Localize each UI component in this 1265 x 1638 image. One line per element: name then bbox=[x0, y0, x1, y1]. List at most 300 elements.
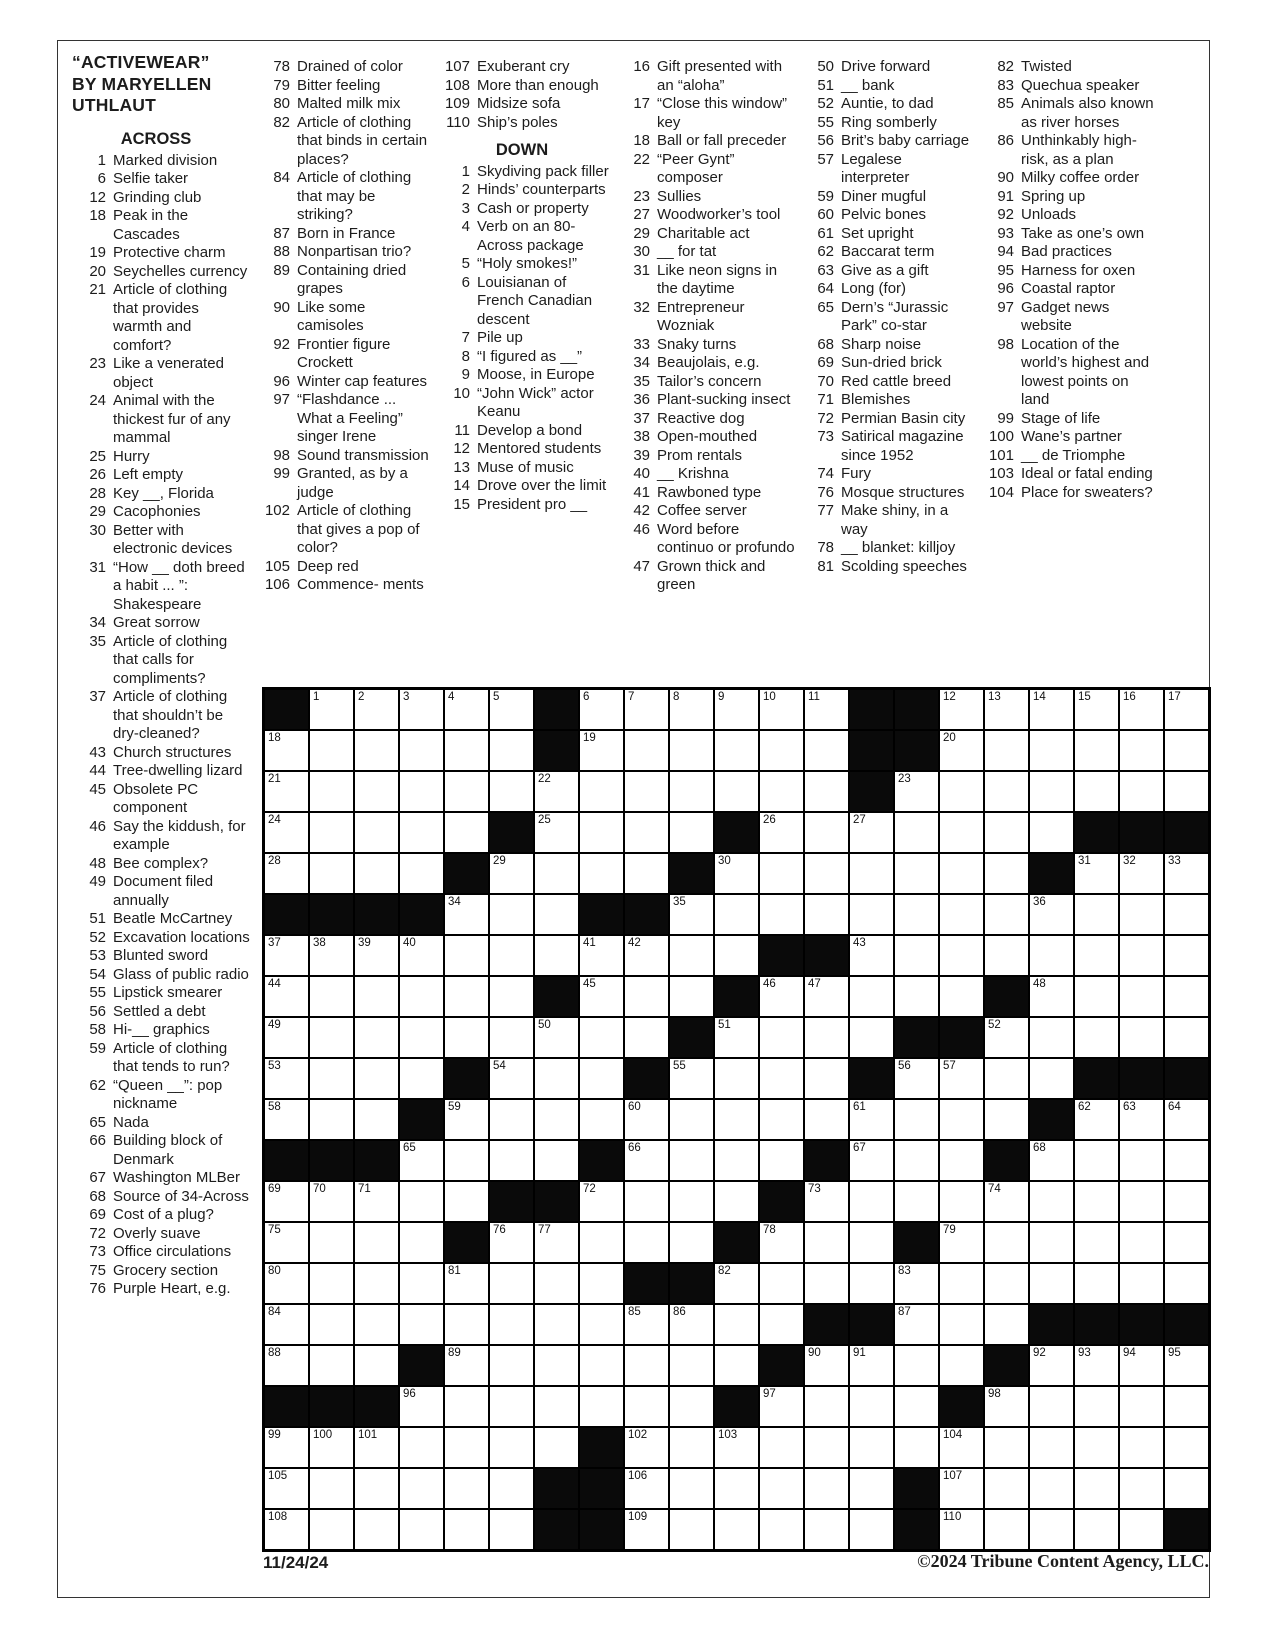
grid-cell[interactable] bbox=[309, 689, 354, 730]
grid-cell[interactable] bbox=[534, 1345, 579, 1386]
grid-cell[interactable] bbox=[1029, 1140, 1074, 1181]
grid-cell[interactable] bbox=[1119, 1017, 1164, 1058]
grid-cell[interactable] bbox=[489, 976, 534, 1017]
grid-cell[interactable] bbox=[264, 812, 309, 853]
grid-cell[interactable] bbox=[1029, 1058, 1074, 1099]
grid-cell[interactable] bbox=[264, 1345, 309, 1386]
grid-cell[interactable] bbox=[399, 689, 444, 730]
grid-cell[interactable] bbox=[579, 1345, 624, 1386]
grid-cell[interactable] bbox=[984, 1181, 1029, 1222]
grid-cell[interactable] bbox=[354, 1427, 399, 1468]
grid-cell[interactable] bbox=[1074, 1222, 1119, 1263]
grid-cell[interactable] bbox=[894, 853, 939, 894]
grid-cell[interactable] bbox=[1029, 730, 1074, 771]
grid-cell[interactable] bbox=[1074, 1140, 1119, 1181]
grid-cell[interactable] bbox=[534, 1140, 579, 1181]
grid-cell[interactable] bbox=[624, 1099, 669, 1140]
grid-cell[interactable] bbox=[1119, 1509, 1164, 1550]
grid-cell[interactable] bbox=[1074, 1468, 1119, 1509]
grid-cell[interactable] bbox=[804, 976, 849, 1017]
grid-cell[interactable] bbox=[939, 894, 984, 935]
grid-cell[interactable] bbox=[354, 935, 399, 976]
grid-cell[interactable] bbox=[759, 1509, 804, 1550]
grid-cell[interactable] bbox=[399, 853, 444, 894]
grid-cell[interactable] bbox=[444, 1304, 489, 1345]
grid-cell[interactable] bbox=[489, 1140, 534, 1181]
grid-cell[interactable] bbox=[309, 771, 354, 812]
grid-cell[interactable] bbox=[399, 1427, 444, 1468]
grid-cell[interactable] bbox=[579, 1263, 624, 1304]
grid-cell[interactable] bbox=[804, 1058, 849, 1099]
grid-cell[interactable] bbox=[264, 1263, 309, 1304]
grid-cell[interactable] bbox=[984, 894, 1029, 935]
grid-cell[interactable] bbox=[939, 1222, 984, 1263]
grid-cell[interactable] bbox=[354, 812, 399, 853]
grid-cell[interactable] bbox=[759, 812, 804, 853]
grid-cell[interactable] bbox=[489, 1304, 534, 1345]
grid-cell[interactable] bbox=[534, 1058, 579, 1099]
grid-cell[interactable] bbox=[1164, 1263, 1209, 1304]
grid-cell[interactable] bbox=[444, 1509, 489, 1550]
grid-cell[interactable] bbox=[894, 1386, 939, 1427]
grid-cell[interactable] bbox=[849, 853, 894, 894]
grid-cell[interactable] bbox=[309, 1222, 354, 1263]
grid-cell[interactable] bbox=[489, 853, 534, 894]
grid-cell[interactable] bbox=[399, 1017, 444, 1058]
grid-cell[interactable] bbox=[669, 1427, 714, 1468]
grid-cell[interactable] bbox=[309, 935, 354, 976]
grid-cell[interactable] bbox=[939, 1468, 984, 1509]
grid-cell[interactable] bbox=[1029, 1427, 1074, 1468]
grid-cell[interactable] bbox=[939, 1058, 984, 1099]
grid-cell[interactable] bbox=[1074, 1386, 1119, 1427]
grid-cell[interactable] bbox=[984, 1509, 1029, 1550]
grid-cell[interactable] bbox=[534, 935, 579, 976]
grid-cell[interactable] bbox=[984, 1017, 1029, 1058]
grid-cell[interactable] bbox=[1074, 976, 1119, 1017]
grid-cell[interactable] bbox=[714, 1017, 759, 1058]
grid-cell[interactable] bbox=[759, 730, 804, 771]
grid-cell[interactable] bbox=[849, 1181, 894, 1222]
grid-cell[interactable] bbox=[939, 1509, 984, 1550]
grid-cell[interactable] bbox=[489, 1427, 534, 1468]
grid-cell[interactable] bbox=[1164, 1140, 1209, 1181]
grid-cell[interactable] bbox=[534, 1427, 579, 1468]
grid-cell[interactable] bbox=[264, 1509, 309, 1550]
grid-cell[interactable] bbox=[939, 1140, 984, 1181]
grid-cell[interactable] bbox=[489, 689, 534, 730]
grid-cell[interactable] bbox=[894, 1181, 939, 1222]
grid-cell[interactable] bbox=[309, 853, 354, 894]
grid-cell[interactable] bbox=[579, 1304, 624, 1345]
grid-cell[interactable] bbox=[309, 1345, 354, 1386]
grid-cell[interactable] bbox=[1074, 1181, 1119, 1222]
grid-cell[interactable] bbox=[714, 1427, 759, 1468]
grid-cell[interactable] bbox=[939, 1427, 984, 1468]
grid-cell[interactable] bbox=[624, 1140, 669, 1181]
grid-cell[interactable] bbox=[669, 812, 714, 853]
grid-cell[interactable] bbox=[714, 1304, 759, 1345]
grid-cell[interactable] bbox=[1029, 812, 1074, 853]
grid-cell[interactable] bbox=[579, 853, 624, 894]
grid-cell[interactable] bbox=[1029, 1263, 1074, 1304]
grid-cell[interactable] bbox=[309, 812, 354, 853]
grid-cell[interactable] bbox=[444, 976, 489, 1017]
grid-cell[interactable] bbox=[579, 1222, 624, 1263]
grid-cell[interactable] bbox=[759, 1017, 804, 1058]
grid-cell[interactable] bbox=[1029, 1017, 1074, 1058]
grid-cell[interactable] bbox=[804, 1509, 849, 1550]
grid-cell[interactable] bbox=[1164, 1386, 1209, 1427]
grid-cell[interactable] bbox=[579, 771, 624, 812]
grid-cell[interactable] bbox=[1029, 1509, 1074, 1550]
grid-cell[interactable] bbox=[264, 1181, 309, 1222]
grid-cell[interactable] bbox=[984, 1058, 1029, 1099]
grid-cell[interactable] bbox=[894, 1427, 939, 1468]
grid-cell[interactable] bbox=[624, 689, 669, 730]
grid-cell[interactable] bbox=[804, 730, 849, 771]
grid-cell[interactable] bbox=[1029, 1345, 1074, 1386]
grid-cell[interactable] bbox=[669, 1345, 714, 1386]
grid-cell[interactable] bbox=[804, 1263, 849, 1304]
grid-cell[interactable] bbox=[309, 1304, 354, 1345]
grid-cell[interactable] bbox=[714, 689, 759, 730]
grid-cell[interactable] bbox=[894, 1058, 939, 1099]
grid-cell[interactable] bbox=[399, 730, 444, 771]
grid-cell[interactable] bbox=[579, 812, 624, 853]
grid-cell[interactable] bbox=[894, 1263, 939, 1304]
grid-cell[interactable] bbox=[624, 1017, 669, 1058]
grid-cell[interactable] bbox=[849, 894, 894, 935]
grid-cell[interactable] bbox=[894, 976, 939, 1017]
grid-cell[interactable] bbox=[489, 1058, 534, 1099]
grid-cell[interactable] bbox=[984, 771, 1029, 812]
grid-cell[interactable] bbox=[759, 1304, 804, 1345]
grid-cell[interactable] bbox=[264, 853, 309, 894]
grid-cell[interactable] bbox=[399, 1058, 444, 1099]
grid-cell[interactable] bbox=[759, 771, 804, 812]
grid-cell[interactable] bbox=[849, 1468, 894, 1509]
grid-cell[interactable] bbox=[1119, 1345, 1164, 1386]
grid-cell[interactable] bbox=[894, 1345, 939, 1386]
grid-cell[interactable] bbox=[1119, 1222, 1164, 1263]
grid-cell[interactable] bbox=[984, 730, 1029, 771]
grid-cell[interactable] bbox=[444, 1427, 489, 1468]
grid-cell[interactable] bbox=[669, 689, 714, 730]
grid-cell[interactable] bbox=[759, 1099, 804, 1140]
grid-cell[interactable] bbox=[1029, 894, 1074, 935]
grid-cell[interactable] bbox=[939, 935, 984, 976]
grid-cell[interactable] bbox=[624, 1304, 669, 1345]
grid-cell[interactable] bbox=[354, 1263, 399, 1304]
grid-cell[interactable] bbox=[624, 935, 669, 976]
grid-cell[interactable] bbox=[1029, 1181, 1074, 1222]
grid-cell[interactable] bbox=[444, 1263, 489, 1304]
grid-cell[interactable] bbox=[624, 976, 669, 1017]
grid-cell[interactable] bbox=[579, 1386, 624, 1427]
grid-cell[interactable] bbox=[444, 1140, 489, 1181]
grid-cell[interactable] bbox=[489, 1099, 534, 1140]
grid-cell[interactable] bbox=[264, 976, 309, 1017]
grid-cell[interactable] bbox=[534, 1099, 579, 1140]
grid-cell[interactable] bbox=[534, 1304, 579, 1345]
grid-cell[interactable] bbox=[1119, 1099, 1164, 1140]
grid-cell[interactable] bbox=[624, 853, 669, 894]
grid-cell[interactable] bbox=[984, 1222, 1029, 1263]
grid-cell[interactable] bbox=[264, 935, 309, 976]
grid-cell[interactable] bbox=[669, 894, 714, 935]
grid-cell[interactable] bbox=[714, 1509, 759, 1550]
grid-cell[interactable] bbox=[399, 1468, 444, 1509]
grid-cell[interactable] bbox=[1074, 853, 1119, 894]
grid-cell[interactable] bbox=[264, 1222, 309, 1263]
grid-cell[interactable] bbox=[489, 1222, 534, 1263]
grid-cell[interactable] bbox=[444, 1181, 489, 1222]
grid-cell[interactable] bbox=[489, 935, 534, 976]
grid-cell[interactable] bbox=[444, 1345, 489, 1386]
grid-cell[interactable] bbox=[804, 894, 849, 935]
grid-cell[interactable] bbox=[714, 1345, 759, 1386]
grid-cell[interactable] bbox=[1164, 1099, 1209, 1140]
grid-cell[interactable] bbox=[804, 812, 849, 853]
grid-cell[interactable] bbox=[399, 1386, 444, 1427]
grid-cell[interactable] bbox=[759, 853, 804, 894]
grid-cell[interactable] bbox=[444, 1386, 489, 1427]
grid-cell[interactable] bbox=[489, 1509, 534, 1550]
grid-cell[interactable] bbox=[399, 976, 444, 1017]
grid-cell[interactable] bbox=[534, 853, 579, 894]
grid-cell[interactable] bbox=[309, 1058, 354, 1099]
grid-cell[interactable] bbox=[624, 1181, 669, 1222]
grid-cell[interactable] bbox=[939, 1181, 984, 1222]
grid-cell[interactable] bbox=[759, 1263, 804, 1304]
grid-cell[interactable] bbox=[579, 1181, 624, 1222]
grid-cell[interactable] bbox=[534, 1263, 579, 1304]
grid-cell[interactable] bbox=[354, 1058, 399, 1099]
grid-cell[interactable] bbox=[669, 1181, 714, 1222]
grid-cell[interactable] bbox=[1119, 1468, 1164, 1509]
grid-cell[interactable] bbox=[264, 730, 309, 771]
grid-cell[interactable] bbox=[1029, 689, 1074, 730]
grid-cell[interactable] bbox=[1119, 894, 1164, 935]
grid-cell[interactable] bbox=[264, 1017, 309, 1058]
grid-cell[interactable] bbox=[354, 1509, 399, 1550]
grid-cell[interactable] bbox=[444, 894, 489, 935]
grid-cell[interactable] bbox=[354, 976, 399, 1017]
grid-cell[interactable] bbox=[804, 771, 849, 812]
grid-cell[interactable] bbox=[1164, 1345, 1209, 1386]
grid-cell[interactable] bbox=[354, 730, 399, 771]
grid-cell[interactable] bbox=[354, 1181, 399, 1222]
grid-cell[interactable] bbox=[669, 1099, 714, 1140]
grid-cell[interactable] bbox=[264, 1099, 309, 1140]
grid-cell[interactable] bbox=[669, 1468, 714, 1509]
grid-cell[interactable] bbox=[669, 1058, 714, 1099]
grid-cell[interactable] bbox=[399, 1263, 444, 1304]
grid-cell[interactable] bbox=[894, 1099, 939, 1140]
grid-cell[interactable] bbox=[984, 1304, 1029, 1345]
grid-cell[interactable] bbox=[489, 1345, 534, 1386]
grid-cell[interactable] bbox=[1119, 976, 1164, 1017]
grid-cell[interactable] bbox=[399, 1222, 444, 1263]
grid-cell[interactable] bbox=[309, 1017, 354, 1058]
grid-cell[interactable] bbox=[669, 1140, 714, 1181]
grid-cell[interactable] bbox=[984, 1427, 1029, 1468]
grid-cell[interactable] bbox=[534, 771, 579, 812]
grid-cell[interactable] bbox=[1119, 730, 1164, 771]
grid-cell[interactable] bbox=[489, 1017, 534, 1058]
grid-cell[interactable] bbox=[1029, 976, 1074, 1017]
grid-cell[interactable] bbox=[1029, 1386, 1074, 1427]
grid-cell[interactable] bbox=[669, 1304, 714, 1345]
grid-cell[interactable] bbox=[804, 853, 849, 894]
grid-cell[interactable] bbox=[309, 1468, 354, 1509]
grid-cell[interactable] bbox=[984, 812, 1029, 853]
grid-cell[interactable] bbox=[1074, 1345, 1119, 1386]
grid-cell[interactable] bbox=[399, 1181, 444, 1222]
grid-cell[interactable] bbox=[939, 771, 984, 812]
grid-cell[interactable] bbox=[714, 1181, 759, 1222]
grid-cell[interactable] bbox=[1164, 730, 1209, 771]
grid-cell[interactable] bbox=[984, 1263, 1029, 1304]
grid-cell[interactable] bbox=[444, 689, 489, 730]
grid-cell[interactable] bbox=[534, 894, 579, 935]
grid-cell[interactable] bbox=[1164, 894, 1209, 935]
grid-cell[interactable] bbox=[849, 935, 894, 976]
grid-cell[interactable] bbox=[759, 1386, 804, 1427]
grid-cell[interactable] bbox=[714, 730, 759, 771]
grid-cell[interactable] bbox=[714, 1058, 759, 1099]
grid-cell[interactable] bbox=[984, 935, 1029, 976]
grid-cell[interactable] bbox=[939, 689, 984, 730]
grid-cell[interactable] bbox=[399, 1509, 444, 1550]
grid-cell[interactable] bbox=[1164, 1017, 1209, 1058]
grid-cell[interactable] bbox=[1119, 1140, 1164, 1181]
grid-cell[interactable] bbox=[894, 1304, 939, 1345]
grid-cell[interactable] bbox=[264, 1058, 309, 1099]
grid-cell[interactable] bbox=[714, 771, 759, 812]
grid-cell[interactable] bbox=[264, 771, 309, 812]
grid-cell[interactable] bbox=[1074, 1263, 1119, 1304]
grid-cell[interactable] bbox=[1119, 1386, 1164, 1427]
grid-cell[interactable] bbox=[1074, 894, 1119, 935]
grid-cell[interactable] bbox=[759, 1140, 804, 1181]
grid-cell[interactable] bbox=[624, 1222, 669, 1263]
grid-cell[interactable] bbox=[759, 894, 804, 935]
grid-cell[interactable] bbox=[489, 1386, 534, 1427]
grid-cell[interactable] bbox=[444, 1017, 489, 1058]
grid-cell[interactable] bbox=[939, 853, 984, 894]
grid-cell[interactable] bbox=[669, 935, 714, 976]
grid-cell[interactable] bbox=[759, 1222, 804, 1263]
grid-cell[interactable] bbox=[309, 1509, 354, 1550]
grid-cell[interactable] bbox=[579, 1058, 624, 1099]
grid-cell[interactable] bbox=[1164, 1222, 1209, 1263]
grid-cell[interactable] bbox=[894, 935, 939, 976]
grid-cell[interactable] bbox=[849, 976, 894, 1017]
grid-cell[interactable] bbox=[1164, 935, 1209, 976]
grid-cell[interactable] bbox=[624, 1427, 669, 1468]
grid-cell[interactable] bbox=[804, 1017, 849, 1058]
grid-cell[interactable] bbox=[1074, 771, 1119, 812]
grid-cell[interactable] bbox=[354, 853, 399, 894]
grid-cell[interactable] bbox=[939, 976, 984, 1017]
grid-cell[interactable] bbox=[759, 689, 804, 730]
grid-cell[interactable] bbox=[849, 1427, 894, 1468]
grid-cell[interactable] bbox=[1074, 1099, 1119, 1140]
grid-cell[interactable] bbox=[939, 1099, 984, 1140]
grid-cell[interactable] bbox=[714, 935, 759, 976]
grid-cell[interactable] bbox=[354, 1345, 399, 1386]
grid-cell[interactable] bbox=[849, 1140, 894, 1181]
grid-cell[interactable] bbox=[894, 1140, 939, 1181]
grid-cell[interactable] bbox=[309, 976, 354, 1017]
grid-cell[interactable] bbox=[669, 730, 714, 771]
grid-cell[interactable] bbox=[624, 1509, 669, 1550]
grid-cell[interactable] bbox=[759, 1058, 804, 1099]
grid-cell[interactable] bbox=[1074, 1427, 1119, 1468]
grid-cell[interactable] bbox=[804, 1468, 849, 1509]
grid-cell[interactable] bbox=[489, 1468, 534, 1509]
grid-cell[interactable] bbox=[894, 894, 939, 935]
grid-cell[interactable] bbox=[534, 1017, 579, 1058]
grid-cell[interactable] bbox=[444, 1468, 489, 1509]
grid-cell[interactable] bbox=[489, 730, 534, 771]
grid-cell[interactable] bbox=[714, 853, 759, 894]
grid-cell[interactable] bbox=[669, 1222, 714, 1263]
grid-cell[interactable] bbox=[309, 1263, 354, 1304]
grid-cell[interactable] bbox=[804, 689, 849, 730]
grid-cell[interactable] bbox=[264, 1304, 309, 1345]
grid-cell[interactable] bbox=[354, 1222, 399, 1263]
grid-cell[interactable] bbox=[579, 976, 624, 1017]
grid-cell[interactable] bbox=[309, 1181, 354, 1222]
grid-cell[interactable] bbox=[399, 812, 444, 853]
grid-cell[interactable] bbox=[1164, 1427, 1209, 1468]
grid-cell[interactable] bbox=[399, 1304, 444, 1345]
grid-cell[interactable] bbox=[1029, 771, 1074, 812]
grid-cell[interactable] bbox=[714, 1099, 759, 1140]
grid-cell[interactable] bbox=[939, 1263, 984, 1304]
grid-cell[interactable] bbox=[849, 1222, 894, 1263]
grid-cell[interactable] bbox=[714, 894, 759, 935]
grid-cell[interactable] bbox=[849, 1509, 894, 1550]
grid-cell[interactable] bbox=[1164, 689, 1209, 730]
grid-cell[interactable] bbox=[984, 1386, 1029, 1427]
grid-cell[interactable] bbox=[1119, 689, 1164, 730]
grid-cell[interactable] bbox=[849, 1099, 894, 1140]
grid-cell[interactable] bbox=[399, 1140, 444, 1181]
grid-cell[interactable] bbox=[309, 1099, 354, 1140]
grid-cell[interactable] bbox=[354, 1304, 399, 1345]
grid-cell[interactable] bbox=[1074, 935, 1119, 976]
grid-cell[interactable] bbox=[534, 1386, 579, 1427]
grid-cell[interactable] bbox=[309, 730, 354, 771]
grid-cell[interactable] bbox=[444, 730, 489, 771]
grid-cell[interactable] bbox=[1074, 689, 1119, 730]
grid-cell[interactable] bbox=[1164, 1181, 1209, 1222]
grid-cell[interactable] bbox=[444, 771, 489, 812]
grid-cell[interactable] bbox=[1164, 771, 1209, 812]
grid-cell[interactable] bbox=[939, 730, 984, 771]
grid-cell[interactable] bbox=[804, 1181, 849, 1222]
grid-cell[interactable] bbox=[579, 730, 624, 771]
grid-cell[interactable] bbox=[714, 1140, 759, 1181]
grid-cell[interactable] bbox=[669, 1386, 714, 1427]
grid-cell[interactable] bbox=[984, 689, 1029, 730]
grid-cell[interactable] bbox=[624, 1468, 669, 1509]
grid-cell[interactable] bbox=[804, 1427, 849, 1468]
